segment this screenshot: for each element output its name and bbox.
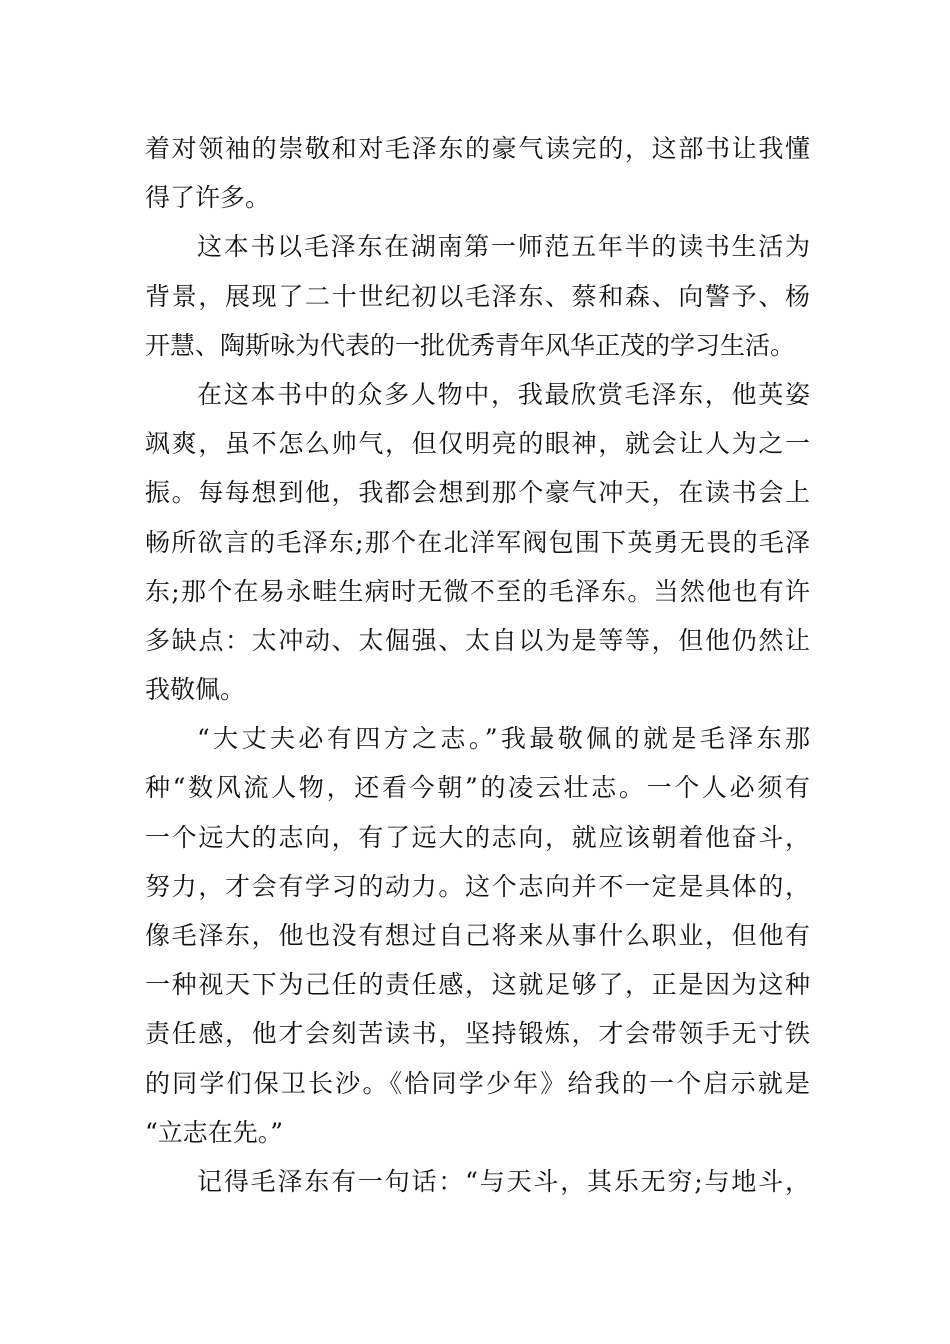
text-line: 种“数风流人物，还看今朝”的凌云壮志。一个人必须有 (145, 773, 810, 803)
text-line: 像毛泽东，他也没有想过自己将来从事什么职业，但他有 (145, 921, 810, 950)
paragraph (145, 124, 810, 222)
paragraph (145, 714, 810, 1157)
paragraph (145, 370, 810, 714)
text-line: 这本书以毛泽东在湖南第一师范五年半的读书生活为 (197, 232, 810, 262)
text-line: 东;那个在易永畦生病时无微不至的毛泽东。当然他也有许 (145, 576, 810, 606)
text-line: 畅所欲言的毛泽东;那个在北洋军阀包围下英勇无畏的毛泽 (145, 527, 810, 557)
text-line: 努力，才会有学习的动力。这个志向并不一定是具体的， (145, 871, 810, 901)
text-line: 的同学们保卫长沙。《恰同学少年》给我的一个启示就是 (145, 1068, 810, 1098)
text-line: 责任感，他才会刻苦读书，坚持锻炼，才会带领手无寸铁 (145, 1019, 810, 1049)
text-line: 开慧、陶斯咏为代表的一批优秀青年风华正茂的学习生活。 (145, 330, 796, 360)
text-line: 振。每每想到他，我都会想到那个豪气冲天，在读书会上 (145, 478, 810, 508)
text-line: 多缺点：太冲动、太倔强、太自以为是等等，但他仍然让 (145, 625, 810, 655)
text-line: “立志在先。” (145, 1117, 284, 1147)
text-line: “大丈夫必有四方之志。”我最敬佩的就是毛泽东那 (197, 724, 810, 754)
text-line: 得了许多。 (145, 183, 271, 213)
text-line: 一个远大的志向，有了远大的志向，就应该朝着他奋斗， (145, 822, 810, 852)
text-line: 记得毛泽东有一句话：“与天斗，其乐无穷;与地斗， (197, 1166, 810, 1196)
paragraph (145, 222, 810, 370)
text-line: 着对领袖的崇敬和对毛泽东的豪气读完的，这部书让我懂 (145, 134, 810, 163)
document-body (145, 124, 810, 1206)
text-line: 在这本书中的众多人物中，我最欣赏毛泽东，他英姿 (197, 379, 810, 409)
text-line: 背景，展现了二十世纪初以毛泽东、蔡和森、向警予、杨 (145, 281, 810, 311)
text-line: 飒爽，虽不怎么帅气，但仅明亮的眼神，就会让人为之一 (145, 429, 810, 459)
text-line: 一种视天下为己任的责任感，这就足够了，正是因为这种 (145, 970, 810, 1000)
text-line: 我敬佩。 (145, 675, 246, 705)
paragraph (145, 1157, 810, 1206)
